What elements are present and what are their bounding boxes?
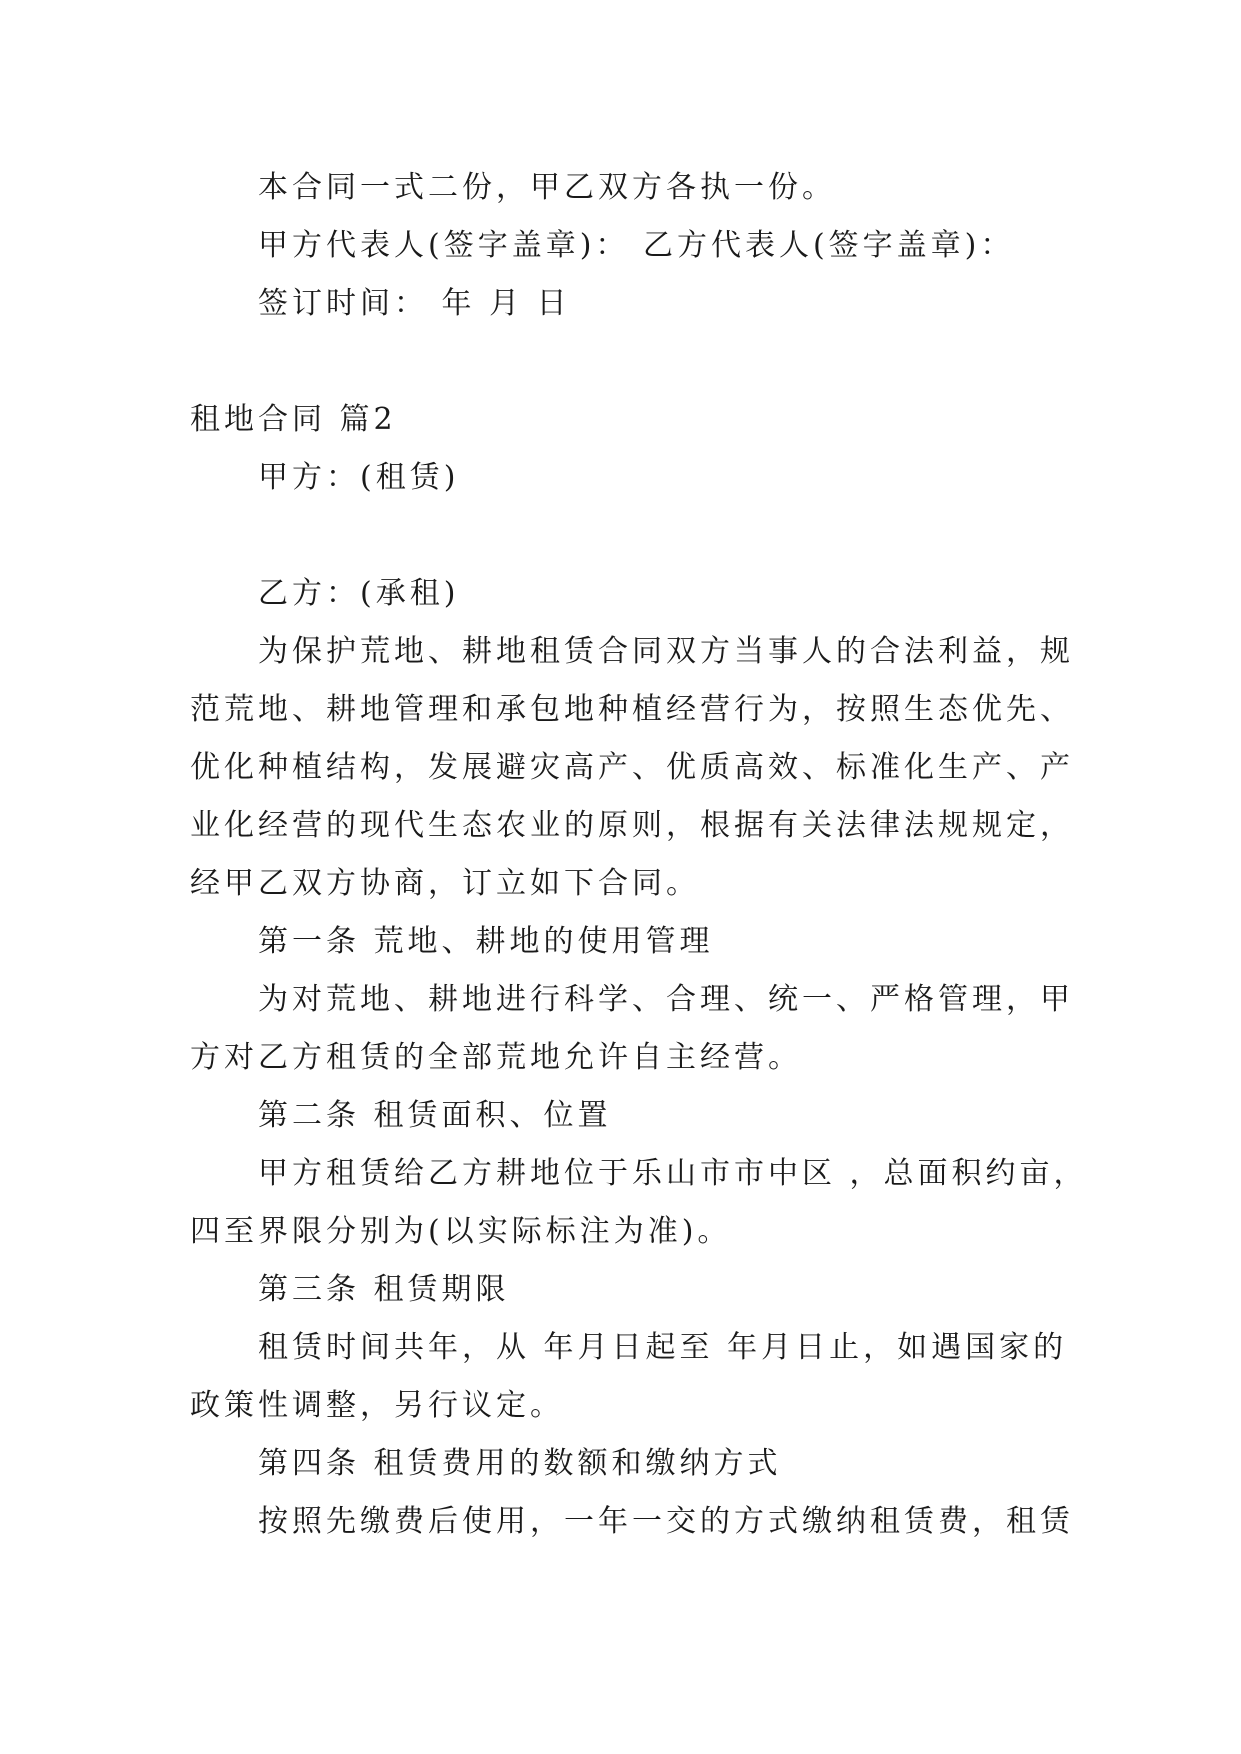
section-title: 租地合同 篇2 — [190, 402, 397, 437]
article-2-line: 甲方租赁给乙方耕地位于乐山市市中区 ，总面积约亩， — [258, 1156, 1088, 1191]
article-3-title: 第三条 租赁期限 — [258, 1272, 510, 1307]
article-3-line: 政策性调整，另行议定。 — [190, 1388, 564, 1423]
preamble-line: 范荒地、耕地管理和承包地种植经营行为，按照生态优先、 — [190, 692, 1074, 727]
sign-date-line: 签订时间： 年 月 日 — [258, 286, 571, 321]
article-2-line: 四至界限分别为(以实际标注为准)。 — [190, 1214, 732, 1249]
article-4-line: 按照先缴费后使用，一年一交的方式缴纳租赁费，租赁 — [258, 1504, 1074, 1539]
article-3-line: 租赁时间共年，从 年月日起至 年月日止，如遇国家的 — [258, 1330, 1068, 1365]
article-1-line: 为对荒地、耕地进行科学、合理、统一、严格管理，甲 — [258, 982, 1074, 1017]
preamble-line: 业化经营的现代生态农业的原则，根据有关法律法规规定， — [190, 808, 1074, 843]
party-b-line: 乙方：(承租) — [258, 576, 460, 611]
preamble-line: 优化种植结构，发展避灾高产、优质高效、标准化生产、产 — [190, 750, 1074, 785]
copies-line: 本合同一式二份，甲乙双方各执一份。 — [258, 170, 836, 205]
article-1-line: 方对乙方租赁的全部荒地允许自主经营。 — [190, 1040, 802, 1075]
article-4-title: 第四条 租赁费用的数额和缴纳方式 — [258, 1446, 782, 1481]
article-2-title: 第二条 租赁面积、位置 — [258, 1098, 612, 1133]
party-a-line: 甲方：(租赁) — [258, 460, 460, 495]
preamble-line: 经甲乙双方协商，订立如下合同。 — [190, 866, 700, 901]
article-1-title: 第一条 荒地、耕地的使用管理 — [258, 924, 714, 959]
signatures-line: 甲方代表人(签字盖章)： 乙方代表人(签字盖章)： — [258, 228, 1015, 263]
preamble-line: 为保护荒地、耕地租赁合同双方当事人的合法利益，规 — [258, 634, 1074, 669]
